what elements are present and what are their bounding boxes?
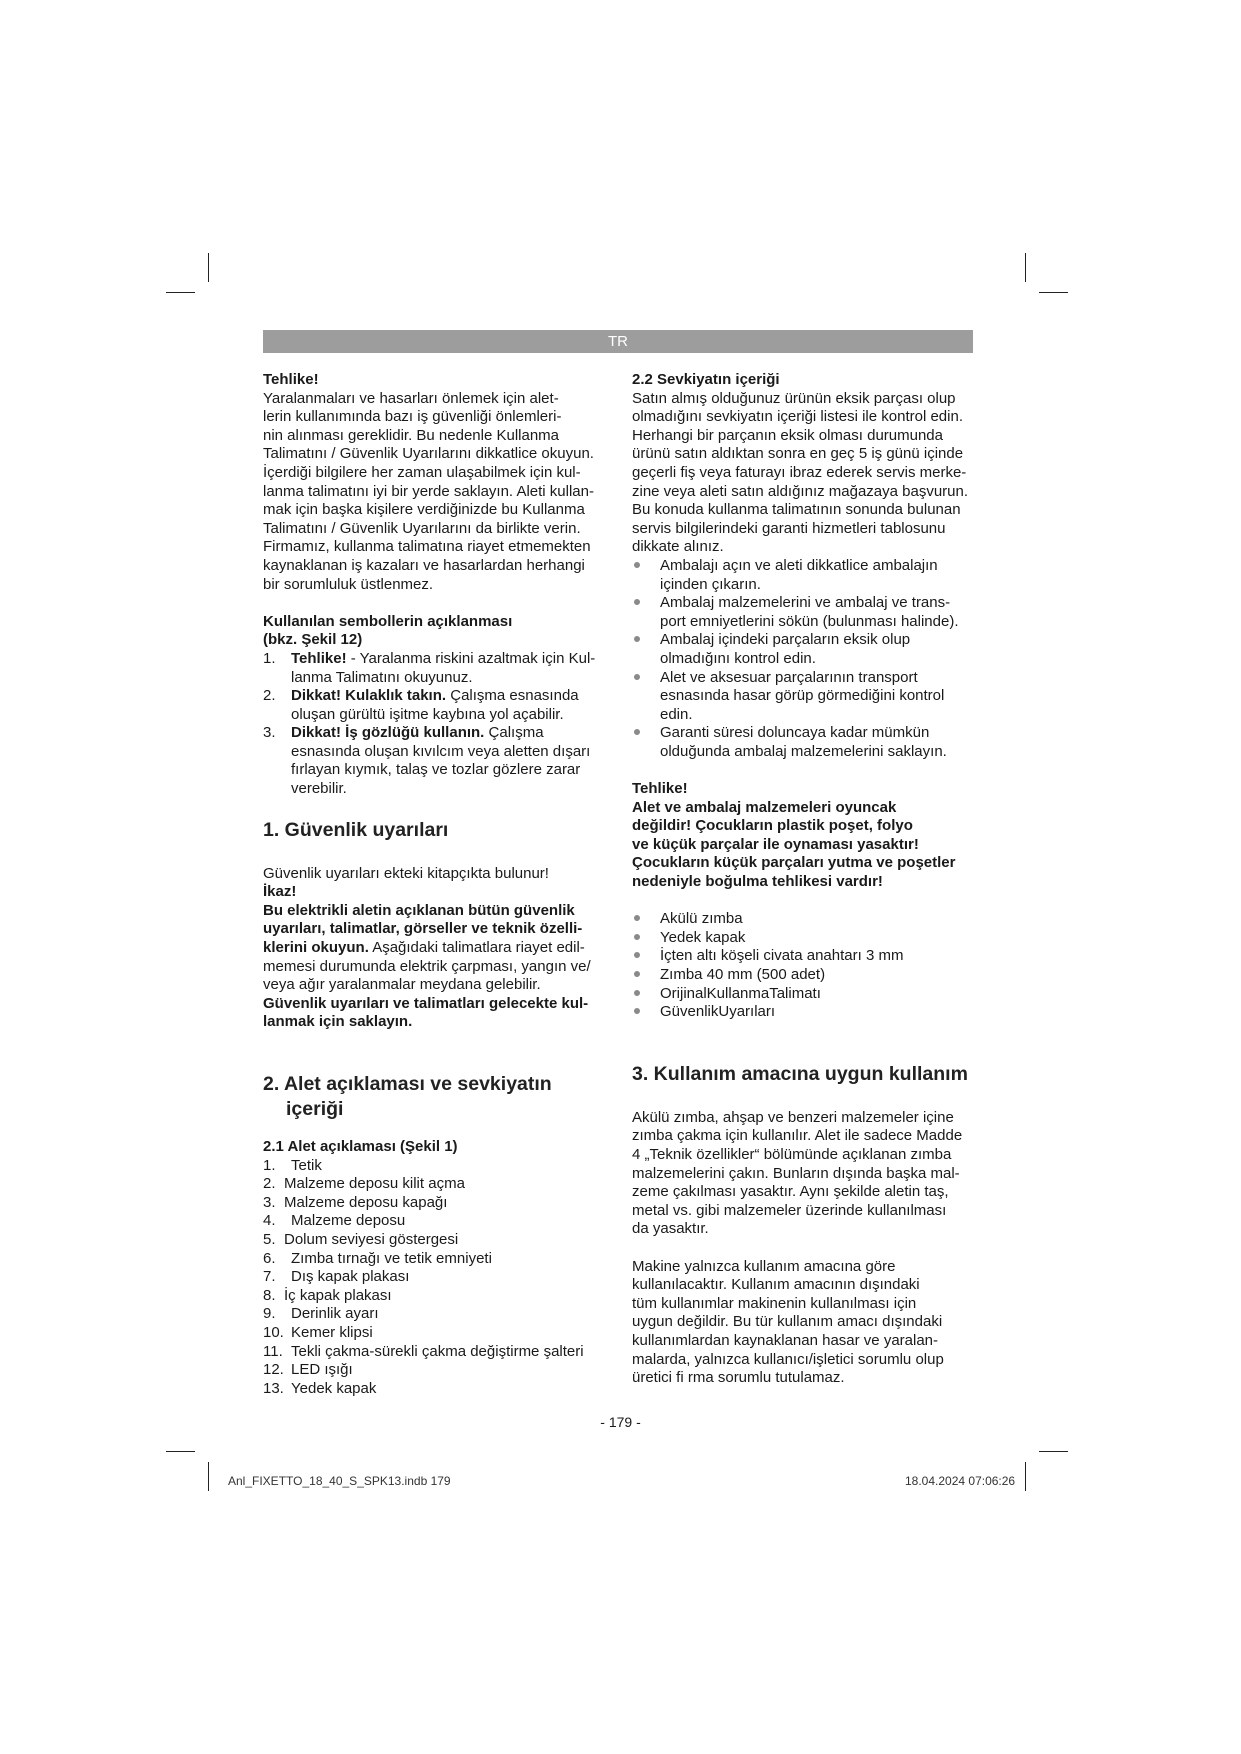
crop-mark xyxy=(208,1462,209,1491)
parts-list xyxy=(263,1157,608,1399)
warning-text: Bu elektrikli aletin açıklanan bütün güvenlik uyarıları, talimatlar, görseller ve teknik özelli- klerini okuyun. Aşağıdaki talimatlara riayet edil- memesi durumunda elektrik çarpması, yangın ve/ veya ağır yaralanmalar meydana gelebilir. Güvenlik uyarıları ve talimatları gelecekte kul- lanmak için saklayın. xyxy=(263,901,591,1031)
list-item: GüvenlikUyarıları xyxy=(632,1003,977,1022)
contents-list xyxy=(632,910,977,1022)
right-column xyxy=(632,371,977,1388)
list-item: 10. Kemer klipsi xyxy=(263,1323,373,1341)
crop-mark xyxy=(1039,292,1068,293)
list-item: 7. Dış kapak plakası xyxy=(263,1268,410,1286)
list-item: Garanti süresi doluncaya kadar mümkün olduğunda ambalaj malzemelerini saklayın. xyxy=(632,724,977,761)
language-header-bar: TR xyxy=(263,330,973,353)
list-item: Ambalaj malzemelerini ve ambalaj ve trans- port emniyetlerini sökün (bulunması halinde). xyxy=(632,594,977,631)
unpack-list xyxy=(632,557,977,762)
section-2-2-text: Satın almış olduğunuz ürünün eksik parçası olup olmadığını sevkiyatın içeriği listesi ile kontrol edin. Herhangi bir parçanın eksik olması durumunda ürünü satın aldıktan sonra en geç 5 iş günü içinde geçerli fiş veya faturayı ibraz ederek servis merke- zine veya aleti satın aldığınız mağazaya başvurun. Bu konuda kullanma talimatının sonunda bulunan servis bilgilerindeki garanti hizmetleri tablosunu dikkate alınız. xyxy=(632,389,969,556)
list-item: 9. Derinlik ayarı xyxy=(263,1305,379,1323)
print-slug-file: Anl_FIXETTO_18_40_S_SPK13.indb 179 xyxy=(228,1474,451,1488)
list-item: 12. LED ışığı xyxy=(263,1361,353,1379)
section-3-paragraph-1: Akülü zımba, ahşap ve benzeri malzemeler içine zımba çakma için kullanılır. Alet ile sadece Madde 4 „Teknik özellikler“ bölümünde açıklanan zımba malzemelerini çakın. Bunların dışında başka mal- zeme çakılması yasaktır. Aynı şekilde aletin taş, metal vs. gibi malzemeler üzerinde kullanılması da yasaktır. xyxy=(632,1108,963,1238)
section-3-paragraph-2: Makine yalnızca kullanım amacına göre kullanılacaktır. Kullanım amacının dışındaki tüm kullanımlar makinenin kullanılması için uygun değildir. Bu tür kullanım amacı dışındaki kullanımlardan kaynaklanan hasar ve yaralan- malarda, yalnızca kullanıcı/işletici sorumlu olup üretici fi rma sorumlu tutulamaz. xyxy=(632,1257,944,1387)
print-slug-date: 18.04.2024 07:06:26 xyxy=(905,1474,1016,1488)
page-number: - 179 - xyxy=(600,1414,641,1430)
section-1-intro: Güvenlik uyarıları ekteki kitapçıkta bulunur! xyxy=(263,864,549,882)
symbols-list xyxy=(263,650,608,799)
crop-mark xyxy=(1039,1451,1068,1452)
list-item: 6. Zımba tırnağı ve tetik emniyeti xyxy=(263,1249,492,1267)
crop-mark xyxy=(166,1451,195,1452)
list-item: 1. Tehlike! - Yaralanma riskini azaltmak için Kul- lanma Talimatını okuyunuz. xyxy=(263,649,596,686)
list-item: Akülü zımba xyxy=(632,910,977,929)
crop-mark xyxy=(1025,1462,1026,1491)
left-column xyxy=(263,371,608,1398)
crop-mark xyxy=(166,292,195,293)
section-3-title: 3. Kullanım amacına uygun kullanım xyxy=(632,1062,968,1085)
list-item: 3. Malzeme deposu kapağı xyxy=(263,1193,448,1211)
list-item: 5. Dolum seviyesi göstergesi xyxy=(263,1230,459,1248)
list-item: 2. Dikkat! Kulaklık takın. Çalışma esnasında oluşan gürültü işitme kaybına yol açabilir. xyxy=(263,687,579,723)
section-2-title: 2. Alet açıklaması ve sevkiyatın içeriği xyxy=(263,1073,552,1120)
danger-title-2: Tehlike! xyxy=(632,780,688,798)
section-2-2-title: 2.2 Sevkiyatın içeriği xyxy=(632,371,780,388)
list-item: Zımba 40 mm (500 adet) xyxy=(632,966,977,985)
symbols-title: Kullanılan sembollerin açıklanması (bkz. Şekil 12) xyxy=(263,612,513,649)
crop-mark xyxy=(1025,253,1026,282)
list-item: Yedek kapak xyxy=(632,929,977,948)
list-item: 1. Tetik xyxy=(263,1156,322,1174)
list-item: 8. İç kapak plakası xyxy=(263,1286,392,1304)
list-item: İçten altı köşeli civata anahtarı 3 mm xyxy=(632,947,977,966)
list-item: 2. Malzeme deposu kilit açma xyxy=(263,1175,465,1193)
section-2-1-title: 2.1 Alet açıklaması (Şekil 1) xyxy=(263,1138,458,1155)
list-item: Alet ve aksesuar parçalarının transport esnasında hasar görüp görmediğini kontrol edin. xyxy=(632,669,977,725)
danger-text-2: Alet ve ambalaj malzemeleri oyuncak değildir! Çocukların plastik poşet, folyo ve küçük parçalar ile oynaması yasaktır! Çocukların küçük parçaları yutma ve poşetler nedeniyle boğulma tehlikesi vardır! xyxy=(632,798,956,891)
list-item: Ambalaj içindeki parçaların eksik olup olmadığını kontrol edin. xyxy=(632,631,977,668)
warning-label: İkaz! xyxy=(263,883,297,901)
list-item: 11. Tekli çakma-sürekli çakma değiştirme şalteri xyxy=(263,1342,584,1360)
list-item: 4. Malzeme deposu xyxy=(263,1212,406,1230)
list-item: 3. Dikkat! İş gözlüğü kullanın. Çalışma esnasında oluşan kıvılcım veya aletten dışarı fırlayan kıymık, talaş ve tozlar gözlere zarar verebilir. xyxy=(263,724,591,798)
crop-mark xyxy=(208,253,209,282)
danger-title: Tehlike! xyxy=(263,371,319,388)
danger-text: Yaralanmaları ve hasarları önlemek için alet- lerin kullanımında bazı iş güvenliği önlemleri- nin alınması gereklidir. Bu nedenle Kullanma Talimatını / Güvenlik Uyarılarını dikkatlice okuyun. İçerdiği bilgilere her zaman ulaşabilmek için kul- lanma talimatını iyi bir yerde saklayın. Aleti kullan- mak için başka kişilere verdiğinizde bu Kullanma Talimatını / Güvenlik Uyarılarını da birlikte verin. Firmamız, kullanma talimatına riayet etmemekten kaynaklanan iş kazaları ve hasarlardan herhangi bir sorumluluk üstlenmez. xyxy=(263,389,594,593)
section-1-title: 1. Güvenlik uyarıları xyxy=(263,818,449,841)
list-item: OrijinalKullanmaTalimatı xyxy=(632,985,977,1004)
list-item: Ambalajı açın ve aleti dikkatlice ambalajın içinden çıkarın. xyxy=(632,557,977,594)
list-item: 13. Yedek kapak xyxy=(263,1379,377,1397)
